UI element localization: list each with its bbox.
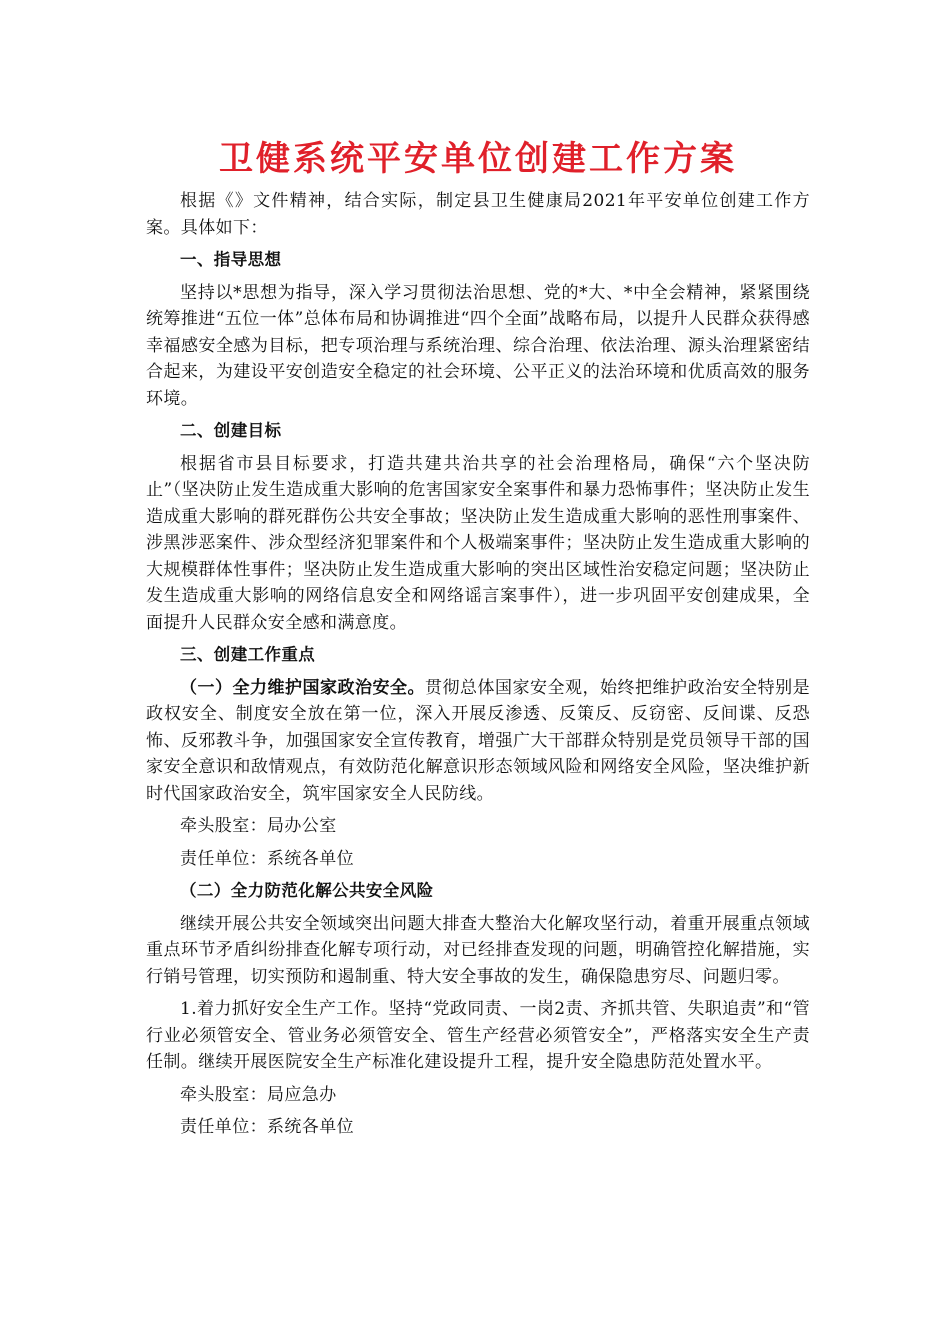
document-body bbox=[146, 188, 810, 1141]
section1-paragraph: 坚持以*思想为指导，深入学习贯彻法治思想、党的*大、*中全会精神，紧紧围绕统筹推进“五位一体”总体布局和协调推进“四个全面”战略布局，以提升人民群众获得感幸福感安全感为目标，把专项治理与系统治理、综合治理、依法治理、源头治理紧密结合起来，为建设平安创造安全稳定的社会环境、公平正义的法治环境和优质高效的服务环境。 bbox=[146, 282, 810, 409]
section2-paragraph: 根据省市县目标要求，打造共建共治共享的社会治理格局，确保“六个坚决防止”（坚决防止发生造成重大影响的危害国家安全案事件和暴力恐怖事件；坚决防止发生造成重大影响的群死群伤公共安全事故；坚决防止发生造成重大影响的恶性刑事案件、涉黑涉恶案件、涉众型经济犯罪案件和个人极端案事件；坚决防止发生造成重大影响的大规模群体性事件；坚决防止发生造成重大影响的突出区域性治安稳定问题；坚决防止发生造成重大影响的网络信息安全和网络谣言案事件），进一步巩固平安创建成果，全面提升人民群众安全感和满意度。 bbox=[146, 453, 810, 633]
item1-resp-unit: 责任单位：系统各单位 bbox=[180, 848, 354, 869]
item2-lead-dept: 牵头股室：局应急办 bbox=[180, 1084, 337, 1105]
item1-text: 贯彻总体国家安全观，始终把维护政治安全特别是政权安全、制度安全放在第一位，深入开展反渗透、反策反、反窃密、反间谍、反恐怖、反邪教斗争，加强国家安全宣传教育，增强广大干部群众特别是党员领导干部的国家安全意识和敌情观点，有效防范化解意识形态领域风险和网络安全风险，坚决维护新时代国家政治安全，筑牢国家安全人民防线。 bbox=[146, 677, 810, 804]
item2-paragraph: 继续开展公共安全领域突出问题大排查大整治大化解攻坚行动，着重开展重点领域重点环节矛盾纠纷排查化解专项行动，对已经排查发现的问题，明确管控化解措施，实行销号管理，切实预防和遏制重、特大安全事故的发生，确保隐患穷尽、问题归零。 bbox=[146, 913, 810, 987]
section2-heading: 二、创建目标 bbox=[180, 421, 282, 440]
section1-heading: 一、指导思想 bbox=[180, 250, 282, 269]
section3-heading: 三、创建工作重点 bbox=[180, 645, 316, 664]
item1-paragraph bbox=[146, 675, 810, 808]
item1-lead-dept: 牵头股室：局办公室 bbox=[180, 816, 337, 836]
item2-resp-unit: 责任单位：系统各单位 bbox=[180, 1117, 354, 1137]
item2-heading: （二）全力防范化解公共安全风险 bbox=[180, 881, 434, 900]
item2-sub1-paragraph: 1.着力抓好安全生产工作。坚持“党政同责、一岗2责、齐抓共管、失职追责”和“管行业必须管安全、管业务必须管安全、管生产经营必须管安全”，严格落实安全生产责任制。继续开展医院安全生产标准化建设提升工程，提升安全隐患防范处置水平。 bbox=[146, 999, 810, 1072]
document-title: 卫健系统平安单位创建工作方案 bbox=[219, 139, 737, 179]
intro-paragraph: 根据《》文件精神，结合实际，制定县卫生健康局2021年平安单位创建工作方案。具体如下： bbox=[146, 191, 810, 238]
item1-lead: （一）全力维护国家政治安全。 bbox=[180, 677, 426, 698]
